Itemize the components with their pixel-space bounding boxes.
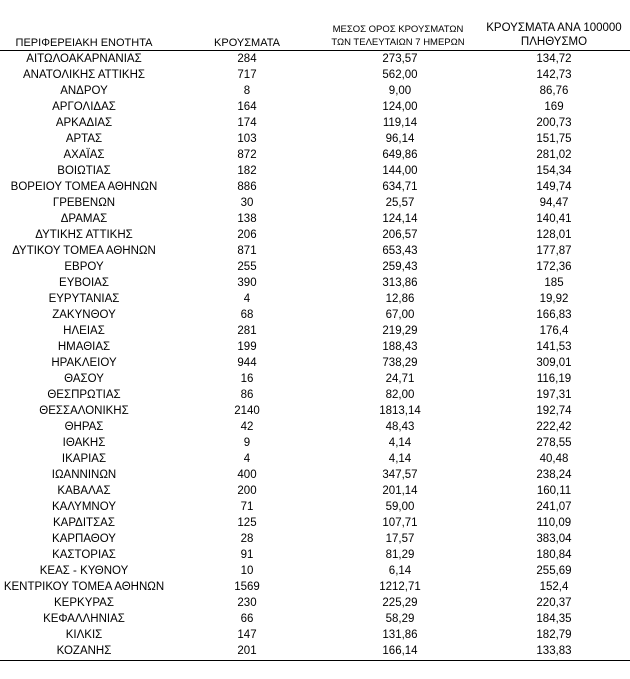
cell-avg7: 124,14 — [382, 213, 418, 225]
table-row — [0, 131, 630, 147]
cell-cases: 872 — [237, 149, 257, 161]
table-row — [0, 179, 630, 195]
table-row — [0, 547, 630, 563]
cell-cases: 944 — [237, 357, 257, 369]
cell-avg7: 259,43 — [382, 261, 418, 273]
cell-per100k: 149,74 — [536, 181, 572, 193]
table-row — [0, 163, 630, 179]
cell-region: ΚΑΒΑΛΑΣ — [57, 485, 111, 497]
table-row — [0, 643, 630, 659]
cell-cases: 164 — [237, 101, 257, 113]
cell-region: ΔΥΤΙΚΟΥ ΤΟΜΕΑ ΑΘΗΝΩΝ — [12, 245, 156, 257]
cell-per100k: 177,87 — [536, 245, 572, 257]
cell-region: ΕΥΡΥΤΑΝΙΑΣ — [48, 293, 120, 305]
cell-per100k: 200,73 — [536, 117, 572, 129]
cell-cases: 91 — [240, 549, 254, 561]
cell-cases: 281 — [237, 325, 257, 337]
cell-region: ΚΟΖΑΝΗΣ — [56, 645, 112, 657]
cell-cases: 42 — [240, 421, 254, 433]
cell-region: ΑΝΔΡΟΥ — [60, 85, 108, 97]
table-row — [0, 355, 630, 371]
cell-cases: 138 — [237, 213, 257, 225]
cell-per100k: 176,4 — [539, 325, 569, 337]
cell-region: ΚΑΣΤΟΡΙΑΣ — [52, 549, 116, 561]
cell-avg7: 313,86 — [382, 277, 418, 289]
header-avg7-line1: ΜΕΣΟΣ ΟΡΟΣ ΚΡΟΥΣΜΑΤΩΝ — [332, 24, 464, 35]
cell-avg7: 188,43 — [382, 341, 418, 353]
cell-region: ΙΚΑΡΙΑΣ — [61, 453, 107, 465]
cell-cases: 147 — [237, 629, 257, 641]
table-row — [0, 195, 630, 211]
cell-cases: 284 — [237, 53, 257, 65]
cell-per100k: 180,84 — [536, 549, 572, 561]
cell-avg7: 562,00 — [382, 69, 418, 81]
cell-cases: 871 — [237, 245, 257, 257]
cell-per100k: 197,31 — [536, 389, 572, 401]
cell-region: ΔΡΑΜΑΣ — [60, 213, 108, 225]
table-row — [0, 627, 630, 643]
cell-avg7: 17,57 — [385, 533, 415, 545]
cell-per100k: 19,92 — [539, 293, 569, 305]
table-row — [0, 499, 630, 515]
cell-avg7: 206,57 — [382, 229, 418, 241]
cell-cases: 201 — [237, 645, 257, 657]
cell-per100k: 40,48 — [539, 453, 569, 465]
cell-region: ΑΡΤΑΣ — [65, 133, 103, 145]
table-row — [0, 323, 630, 339]
cell-avg7: 347,57 — [382, 469, 418, 481]
cell-per100k: 278,55 — [536, 437, 572, 449]
cell-avg7: 24,71 — [385, 373, 415, 385]
cell-cases: 125 — [237, 517, 257, 529]
cell-avg7: 82,00 — [385, 389, 415, 401]
cell-region: ΓΡΕΒΕΝΩΝ — [52, 197, 116, 209]
table-row — [0, 595, 630, 611]
cell-cases: 1569 — [234, 581, 260, 593]
cell-region: ΑΡΓΟΛΙΔΑΣ — [52, 101, 116, 113]
header-cases: ΚΡΟΥΣΜΑΤΑ — [214, 37, 280, 49]
table-row — [0, 243, 630, 259]
cell-cases: 230 — [237, 597, 257, 609]
cell-per100k: 142,73 — [536, 69, 572, 81]
cell-per100k: 185 — [544, 277, 564, 289]
cell-per100k: 94,47 — [539, 197, 569, 209]
cell-per100k: 238,24 — [536, 469, 572, 481]
cell-avg7: 9,00 — [388, 85, 412, 97]
cell-region: ΒΟΡΕΙΟΥ ΤΟΜΕΑ ΑΘΗΝΩΝ — [10, 181, 158, 193]
cell-region: ΔΥΤΙΚΗΣ ΑΤΤΙΚΗΣ — [35, 229, 133, 241]
cell-cases: 390 — [237, 277, 257, 289]
header-per100k-line1: ΚΡΟΥΣΜΑΤΑ ΑΝΑ 100000 — [486, 22, 622, 34]
cell-cases: 174 — [237, 117, 257, 129]
cell-per100k: 169 — [544, 101, 564, 113]
table-row — [0, 435, 630, 451]
cell-cases: 71 — [240, 501, 254, 513]
cell-per100k: 140,41 — [536, 213, 572, 225]
cell-cases: 4 — [243, 453, 251, 465]
table-row — [0, 115, 630, 131]
header-avg7 — [323, 24, 473, 49]
cell-per100k: 116,19 — [536, 373, 572, 385]
table-row — [0, 563, 630, 579]
cell-region: ΑΡΚΑΔΙΑΣ — [55, 117, 113, 129]
cell-region: ΕΒΡΟΥ — [64, 261, 104, 273]
cell-per100k: 241,07 — [536, 501, 572, 513]
cell-avg7: 634,71 — [382, 181, 418, 193]
cell-region: ΚΕΑΣ - ΚΥΘΝΟΥ — [39, 565, 129, 577]
cell-region: ΚΑΡΔΙΤΣΑΣ — [53, 517, 115, 529]
header-per100k-line2: ΠΛΗΘΥΣΜΟ — [520, 36, 588, 48]
cell-per100k: 133,83 — [536, 645, 572, 657]
cell-avg7: 119,14 — [382, 117, 418, 129]
table-row — [0, 83, 630, 99]
cell-per100k: 110,09 — [536, 517, 572, 529]
cell-per100k: 160,11 — [536, 485, 572, 497]
cell-avg7: 124,00 — [382, 101, 418, 113]
cell-region: ΑΧΑΪΑΣ — [63, 149, 105, 161]
table-row — [0, 67, 630, 83]
cell-cases: 8 — [243, 85, 251, 97]
cell-cases: 886 — [237, 181, 257, 193]
cell-region: ΕΥΒΟΙΑΣ — [59, 277, 109, 289]
cell-per100k: 152,4 — [539, 581, 569, 593]
cell-cases: 200 — [237, 485, 257, 497]
cell-cases: 206 — [237, 229, 257, 241]
table-row — [0, 211, 630, 227]
cell-cases: 68 — [240, 309, 254, 321]
cell-per100k: 184,35 — [536, 613, 572, 625]
table-row — [0, 467, 630, 483]
cell-per100k: 128,01 — [536, 229, 572, 241]
cell-avg7: 1212,71 — [379, 581, 421, 593]
table-row — [0, 307, 630, 323]
cell-per100k: 281,02 — [536, 149, 572, 161]
cell-cases: 400 — [237, 469, 257, 481]
cell-region: ΙΩΑΝΝΙΝΩΝ — [51, 469, 117, 481]
header-region: ΠΕΡΙΦΕΡΕΙΑΚΗ ΕΝΟΤΗΤΑ — [15, 37, 153, 49]
cell-region: ΗΡΑΚΛΕΙΟΥ — [51, 357, 117, 369]
cell-per100k: 220,37 — [536, 597, 572, 609]
cell-avg7: 201,14 — [382, 485, 418, 497]
table-row — [0, 99, 630, 115]
table-row — [0, 531, 630, 547]
cell-region: ΚΕΦΑΛΛΗΝΙΑΣ — [43, 613, 125, 625]
cell-region: ΘΑΣΟΥ — [64, 373, 104, 385]
cell-per100k: 192,74 — [536, 405, 572, 417]
table-body — [0, 51, 630, 659]
cell-avg7: 4,14 — [388, 437, 412, 449]
cell-cases: 30 — [240, 197, 254, 209]
cell-region: ΗΛΕΙΑΣ — [63, 325, 105, 337]
cell-region: ΖΑΚΥΝΘΟΥ — [52, 309, 116, 321]
cell-region: ΑΙΤΩΛΟΑΚΑΡΝΑΝΙΑΣ — [26, 53, 142, 65]
cell-avg7: 12,86 — [385, 293, 415, 305]
cell-cases: 10 — [240, 565, 254, 577]
table-row — [0, 275, 630, 291]
cell-cases: 182 — [237, 165, 257, 177]
table-row — [0, 371, 630, 387]
cell-per100k: 141,53 — [536, 341, 572, 353]
cell-avg7: 25,57 — [385, 197, 415, 209]
cell-region: ΚΕΡΚΥΡΑΣ — [54, 597, 114, 609]
cell-region: ΚΙΛΚΙΣ — [65, 629, 103, 641]
cell-avg7: 48,43 — [385, 421, 415, 433]
cell-region: ΗΜΑΘΙΑΣ — [57, 341, 111, 353]
table-row — [0, 147, 630, 163]
cell-cases: 28 — [240, 533, 254, 545]
table-row — [0, 483, 630, 499]
cell-region: ΑΝΑΤΟΛΙΚΗΣ ΑΤΤΙΚΗΣ — [22, 69, 145, 81]
cell-region: ΘΕΣΣΑΛΟΝΙΚΗΣ — [39, 405, 129, 417]
table-row — [0, 403, 630, 419]
table-row — [0, 259, 630, 275]
cell-avg7: 653,43 — [382, 245, 418, 257]
cell-region: ΚΕΝΤΡΙΚΟΥ ΤΟΜΕΑ ΑΘΗΝΩΝ — [3, 581, 165, 593]
table-row — [0, 451, 630, 467]
cell-avg7: 273,57 — [382, 53, 418, 65]
cell-per100k: 86,76 — [539, 85, 569, 97]
cell-region: ΒΟΙΩΤΙΑΣ — [57, 165, 111, 177]
cell-per100k: 166,83 — [536, 309, 572, 321]
cell-avg7: 166,14 — [382, 645, 418, 657]
header-per100k — [474, 21, 630, 49]
cell-cases: 255 — [237, 261, 257, 273]
cell-cases: 199 — [237, 341, 257, 353]
table-row — [0, 291, 630, 307]
cell-region: ΙΘΑΚΗΣ — [62, 437, 106, 449]
cell-cases: 86 — [240, 389, 254, 401]
table-bottom-border — [0, 660, 630, 661]
cell-avg7: 59,00 — [385, 501, 415, 513]
cell-cases: 16 — [240, 373, 254, 385]
header-avg7-line2: ΤΩΝ ΤΕΛΕΥΤΑΙΩΝ 7 ΗΜΕΡΩΝ — [331, 36, 465, 48]
cell-avg7: 107,71 — [382, 517, 418, 529]
cell-avg7: 131,86 — [382, 629, 418, 641]
cell-avg7: 738,29 — [382, 357, 418, 369]
table-row — [0, 227, 630, 243]
cell-per100k: 222,42 — [536, 421, 572, 433]
table-row — [0, 419, 630, 435]
table-row — [0, 611, 630, 627]
cell-cases: 2140 — [234, 405, 260, 417]
cell-avg7: 225,29 — [382, 597, 418, 609]
cell-region: ΘΕΣΠΡΩΤΙΑΣ — [47, 389, 121, 401]
table-row — [0, 387, 630, 403]
cell-per100k: 151,75 — [536, 133, 572, 145]
cell-cases: 103 — [237, 133, 257, 145]
cell-avg7: 144,00 — [382, 165, 418, 177]
cell-per100k: 255,69 — [536, 565, 572, 577]
table-row — [0, 579, 630, 595]
table-row — [0, 515, 630, 531]
cell-per100k: 309,01 — [536, 357, 572, 369]
cell-per100k: 154,34 — [536, 165, 572, 177]
cell-avg7: 6,14 — [388, 565, 412, 577]
cell-cases: 66 — [240, 613, 254, 625]
cell-avg7: 81,29 — [385, 549, 415, 561]
cell-per100k: 182,79 — [536, 629, 572, 641]
cell-cases: 9 — [243, 437, 251, 449]
cell-cases: 4 — [243, 293, 251, 305]
cell-per100k: 383,04 — [536, 533, 572, 545]
table-row — [0, 339, 630, 355]
cell-per100k: 134,72 — [536, 53, 572, 65]
cell-avg7: 649,86 — [382, 149, 418, 161]
table-row — [0, 51, 630, 67]
cell-avg7: 1813,14 — [379, 405, 421, 417]
cell-avg7: 58,29 — [385, 613, 415, 625]
cell-cases: 717 — [237, 69, 257, 81]
cell-region: ΚΑΡΠΑΘΟΥ — [52, 533, 116, 545]
cell-avg7: 219,29 — [382, 325, 418, 337]
cell-region: ΚΑΛΥΜΝΟΥ — [52, 501, 116, 513]
cell-avg7: 67,00 — [385, 309, 415, 321]
cell-avg7: 96,14 — [385, 133, 415, 145]
cell-region: ΘΗΡΑΣ — [64, 421, 104, 433]
cell-per100k: 172,36 — [536, 261, 572, 273]
cell-avg7: 4,14 — [388, 453, 412, 465]
